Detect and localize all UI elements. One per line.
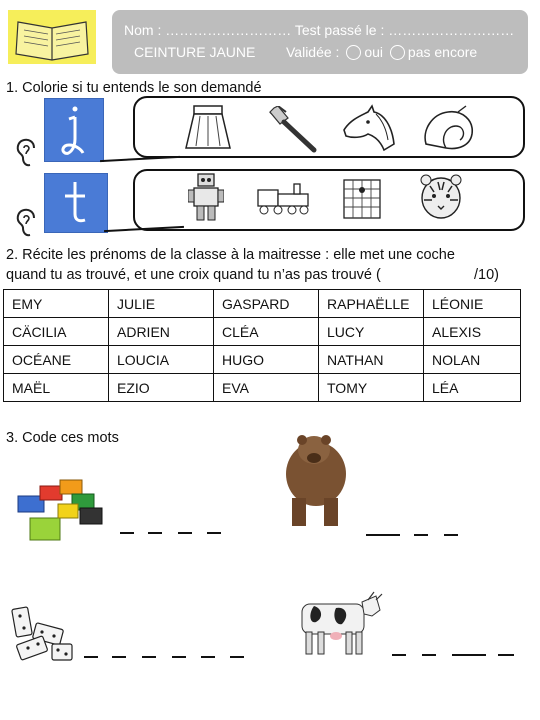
name-cell[interactable]: JULIE bbox=[109, 290, 214, 318]
name-cell[interactable]: CLÉA bbox=[214, 318, 319, 346]
name-cell[interactable]: GASPARD bbox=[214, 290, 319, 318]
name-cell[interactable]: ALEXIS bbox=[424, 318, 521, 346]
code-dash[interactable] bbox=[230, 656, 244, 658]
code-dash[interactable] bbox=[452, 654, 486, 656]
name-cell[interactable]: LUCY bbox=[319, 318, 424, 346]
section1-title: 1. Colorie si tu entends le son demandé bbox=[6, 80, 262, 96]
name-cell[interactable]: NATHAN bbox=[319, 346, 424, 374]
code-dash[interactable] bbox=[120, 532, 134, 534]
name-cell[interactable]: MAËL bbox=[4, 374, 109, 402]
code-dash[interactable] bbox=[498, 654, 514, 656]
tiger-icon bbox=[418, 172, 464, 220]
code-dash[interactable] bbox=[148, 532, 162, 534]
code-dash[interactable] bbox=[414, 534, 428, 536]
table-row bbox=[4, 290, 521, 318]
cow-icon bbox=[292, 586, 384, 658]
name-cell[interactable]: ADRIEN bbox=[109, 318, 214, 346]
validee-label: Validée : bbox=[286, 44, 340, 60]
dominoes-icon bbox=[8, 604, 78, 666]
letter-t-card bbox=[44, 173, 108, 233]
pas-encore-radio[interactable] bbox=[390, 45, 405, 60]
name-date-line: Nom : ……………………… Test passé le : ……………………… bbox=[124, 22, 515, 38]
code-dash[interactable] bbox=[112, 656, 126, 658]
name-cell[interactable]: TOMY bbox=[319, 374, 424, 402]
name-cell[interactable]: EMY bbox=[4, 290, 109, 318]
section3-title: 3. Code ces mots bbox=[6, 430, 119, 446]
code-dash[interactable] bbox=[392, 654, 406, 656]
name-cell[interactable]: HUGO bbox=[214, 346, 319, 374]
window-icon bbox=[342, 178, 382, 220]
name-cell[interactable]: EZIO bbox=[109, 374, 214, 402]
horse-head-icon bbox=[340, 104, 400, 154]
names-table bbox=[3, 289, 521, 402]
code-dash[interactable] bbox=[366, 534, 400, 536]
section2-line2: quand tu as trouvé, et une croix quand tu n’as pas trouvé ( bbox=[6, 267, 381, 283]
lego-bricks-icon bbox=[14, 474, 106, 546]
code-dash[interactable] bbox=[84, 656, 98, 658]
snail-shell-icon bbox=[420, 104, 478, 154]
code-dash[interactable] bbox=[201, 656, 215, 658]
skirt-icon bbox=[182, 104, 234, 152]
train-icon bbox=[254, 180, 314, 216]
table-row bbox=[4, 374, 521, 402]
name-cell[interactable]: CÄCILIA bbox=[4, 318, 109, 346]
validation-line bbox=[286, 44, 477, 60]
letter-j-glyph bbox=[45, 99, 103, 161]
score-label: /10) bbox=[474, 267, 499, 283]
section2-line1: 2. Récite les prénoms de la classe à la maitresse : elle met une coche bbox=[6, 247, 455, 263]
letter-j-card bbox=[44, 98, 104, 162]
code-dash[interactable] bbox=[172, 656, 186, 658]
bear-icon bbox=[282, 428, 352, 530]
ear-icon bbox=[14, 138, 40, 168]
fork-icon bbox=[266, 106, 318, 154]
code-dash[interactable] bbox=[422, 654, 436, 656]
table-row bbox=[4, 346, 521, 374]
name-cell[interactable]: EVA bbox=[214, 374, 319, 402]
name-cell[interactable]: LÉONIE bbox=[424, 290, 521, 318]
header-box bbox=[112, 10, 528, 74]
name-cell[interactable]: OCÉANE bbox=[4, 346, 109, 374]
open-book-icon bbox=[8, 10, 96, 64]
name-cell[interactable]: LOUCIA bbox=[109, 346, 214, 374]
robot-icon bbox=[188, 172, 224, 222]
name-cell[interactable]: LÉA bbox=[424, 374, 521, 402]
oui-radio[interactable] bbox=[346, 45, 361, 60]
code-dash[interactable] bbox=[178, 532, 192, 534]
code-dash[interactable] bbox=[207, 532, 221, 534]
code-dash[interactable] bbox=[142, 656, 156, 658]
ear-icon bbox=[14, 208, 40, 238]
name-cell[interactable]: RAPHAËLLE bbox=[319, 290, 424, 318]
letter-t-glyph bbox=[45, 174, 107, 232]
code-dash[interactable] bbox=[444, 534, 458, 536]
name-cell[interactable]: NOLAN bbox=[424, 346, 521, 374]
row1-pointer bbox=[100, 156, 180, 162]
pas-encore-label: pas encore bbox=[407, 44, 478, 60]
belt-label: CEINTURE JAUNE bbox=[134, 44, 256, 60]
oui-label: oui bbox=[364, 44, 384, 60]
table-row bbox=[4, 318, 521, 346]
